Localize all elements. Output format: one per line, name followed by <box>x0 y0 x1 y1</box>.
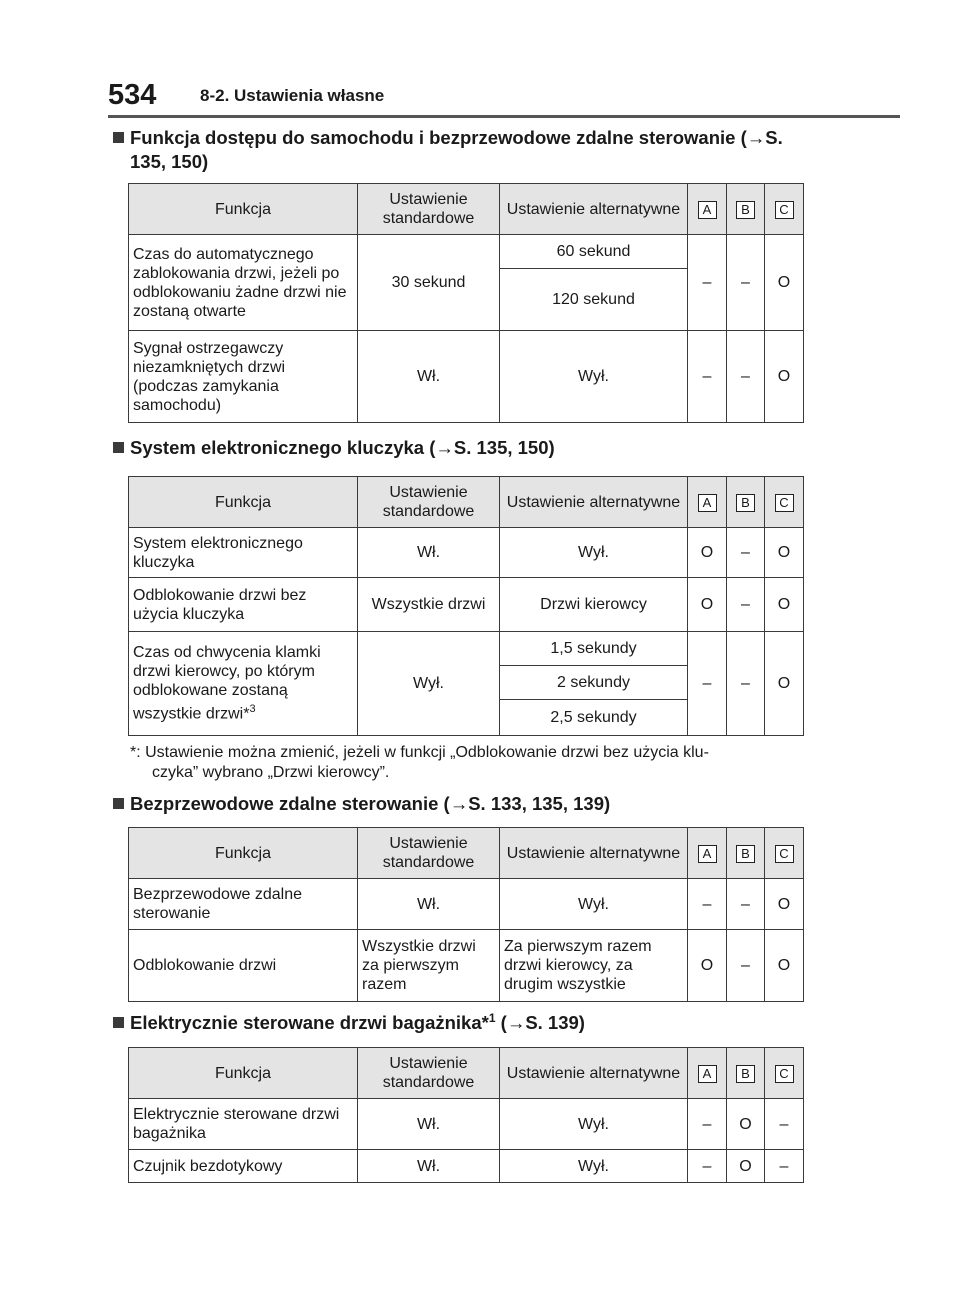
col-c <box>765 184 804 235</box>
col-c <box>765 828 804 879</box>
col-c <box>765 1048 804 1099</box>
table-header-row <box>129 828 804 879</box>
col-a <box>688 828 727 879</box>
cell-b: – <box>727 331 765 423</box>
cell-func: Bezprzewodowe zdalne sterowanie <box>129 879 358 930</box>
cell-func: Odblokowanie drzwi <box>129 930 358 1002</box>
cell-std: Wł. <box>358 1150 500 1183</box>
cell-std: Wszystkie drzwi <box>358 578 500 632</box>
col-b <box>727 184 765 235</box>
col-b <box>727 477 765 528</box>
table-row <box>129 235 804 269</box>
chapter-title: 8-2. Ustawienia własne <box>200 86 385 105</box>
section-title-smart-key: System elektronicznego kluczyka (→S. 135, 150) <box>130 436 555 460</box>
cell-alt: 1,5 sekundy <box>500 632 688 666</box>
table-remote <box>128 827 804 1002</box>
cell-alt: 60 sekund <box>500 235 688 269</box>
table-row <box>129 331 804 423</box>
cell-a: O <box>688 528 727 578</box>
cell-c: O <box>765 331 804 423</box>
square-bullet-icon <box>113 442 124 453</box>
section-title-remote: Bezprzewodowe zdalne sterowanie (→S. 133, 135, 139) <box>130 792 610 816</box>
cell-a: – <box>688 331 727 423</box>
cell-std: 30 sekund <box>358 235 500 331</box>
c-box-icon: C <box>775 201 794 219</box>
square-bullet-icon <box>113 798 124 809</box>
cell-std: Wł. <box>358 528 500 578</box>
table-tailgate <box>128 1047 804 1183</box>
cell-c: O <box>765 235 804 331</box>
a-box-icon: A <box>698 201 717 219</box>
table-row <box>129 1150 804 1183</box>
cell-func: Sygnał ostrzegawczy niezamkniętych drzwi (podczas zamykania samochodu) <box>129 331 358 423</box>
cell-c: O <box>765 632 804 736</box>
cell-alt: Wył. <box>500 879 688 930</box>
square-bullet-icon <box>113 132 124 143</box>
cell-func: Odblokowanie drzwi bez użycia kluczyka <box>129 578 358 632</box>
b-box-icon: B <box>736 201 755 219</box>
col-std: Ustawienie standardowe <box>358 477 500 528</box>
cell-b: – <box>727 879 765 930</box>
col-alt: Ustawienie alternatywne <box>500 184 688 235</box>
cell-a: – <box>688 1150 727 1183</box>
table-header-row <box>129 1048 804 1099</box>
cell-c: – <box>765 1150 804 1183</box>
a-box-icon: A <box>698 494 717 512</box>
cell-alt: Wył. <box>500 528 688 578</box>
cell-std: Wł. <box>358 879 500 930</box>
col-alt: Ustawienie alternatywne <box>500 1048 688 1099</box>
cell-b: O <box>727 1099 765 1150</box>
table-row <box>129 1099 804 1150</box>
cell-std: Wył. <box>358 632 500 736</box>
cell-a: – <box>688 235 727 331</box>
cell-c: O <box>765 528 804 578</box>
col-func: Funkcja <box>129 477 358 528</box>
cell-c: O <box>765 930 804 1002</box>
cell-c: – <box>765 1099 804 1150</box>
col-func: Funkcja <box>129 184 358 235</box>
cell-alt: Drzwi kierowcy <box>500 578 688 632</box>
col-func: Funkcja <box>129 1048 358 1099</box>
cell-b: – <box>727 632 765 736</box>
cell-b: – <box>727 930 765 1002</box>
col-c <box>765 477 804 528</box>
table-header-row <box>129 477 804 528</box>
table-row <box>129 930 804 1002</box>
table-row <box>129 879 804 930</box>
col-b <box>727 1048 765 1099</box>
cell-alt: Wył. <box>500 1150 688 1183</box>
b-box-icon: B <box>736 1065 755 1083</box>
table-row <box>129 528 804 578</box>
b-box-icon: B <box>736 494 755 512</box>
table-row <box>129 578 804 632</box>
cell-func: Czujnik bezdotykowy <box>129 1150 358 1183</box>
cell-func: Elektrycznie sterowane drzwi bagażnika <box>129 1099 358 1150</box>
cell-c: O <box>765 879 804 930</box>
col-alt: Ustawienie alternatywne <box>500 477 688 528</box>
col-std: Ustawienie standardowe <box>358 828 500 879</box>
cell-func: Czas do automatycznego zablokowania drzwi, jeżeli po odblokowaniu żadne drzwi nie zostaną otwarte <box>129 235 358 331</box>
cell-alt: 2 sekundy <box>500 666 688 700</box>
a-box-icon: A <box>698 1065 717 1083</box>
cell-func: Czas od chwycenia klamki drzwi kierowcy, po którym odblokowane zostaną wszystkie drzwi*$^3$ <box>129 632 358 736</box>
col-a <box>688 477 727 528</box>
col-b <box>727 828 765 879</box>
c-box-icon: C <box>775 494 794 512</box>
cell-alt: Wył. <box>500 1099 688 1150</box>
cell-b: – <box>727 528 765 578</box>
page-number: 534 <box>108 79 157 111</box>
table-header-row <box>129 184 804 235</box>
col-alt: Ustawienie alternatywne <box>500 828 688 879</box>
table-smart-key <box>128 476 804 736</box>
page-header <box>108 78 900 118</box>
cell-a: O <box>688 578 727 632</box>
table-door-access <box>128 183 804 423</box>
col-a <box>688 184 727 235</box>
cell-alt: Wył. <box>500 331 688 423</box>
c-box-icon: C <box>775 845 794 863</box>
col-std: Ustawienie standardowe <box>358 184 500 235</box>
square-bullet-icon <box>113 1017 124 1028</box>
cell-std: Wł. <box>358 331 500 423</box>
header-rule <box>108 115 900 118</box>
cell-a: – <box>688 632 727 736</box>
cell-b: – <box>727 235 765 331</box>
cell-alt: 2,5 sekundy <box>500 700 688 736</box>
footnote: *: Ustawienie można zmienić, jeżeli w funkcji „Odblokowanie drzwi bez użycia klu- czyka” wybrano „Drzwi kierowcy”. <box>130 744 709 781</box>
col-a <box>688 1048 727 1099</box>
section-title-tailgate: Elektrycznie sterowane drzwi bagażnika*$^1$ (→S. 139) <box>130 1011 585 1035</box>
col-std: Ustawienie standardowe <box>358 1048 500 1099</box>
cell-func: System elektronicznego kluczyka <box>129 528 358 578</box>
c-box-icon: C <box>775 1065 794 1083</box>
cell-b: O <box>727 1150 765 1183</box>
cell-a: O <box>688 930 727 1002</box>
cell-std: Wszystkie drzwi za pierwszym razem <box>358 930 500 1002</box>
col-func: Funkcja <box>129 828 358 879</box>
cell-std: Wł. <box>358 1099 500 1150</box>
cell-a: – <box>688 1099 727 1150</box>
table-row <box>129 632 804 666</box>
cell-b: – <box>727 578 765 632</box>
b-box-icon: B <box>736 845 755 863</box>
cell-alt: Za pierwszym razem drzwi kierowcy, za drugim wszystkie <box>500 930 688 1002</box>
cell-c: O <box>765 578 804 632</box>
a-box-icon: A <box>698 845 717 863</box>
cell-alt: 120 sekund <box>500 269 688 331</box>
cell-a: – <box>688 879 727 930</box>
section-title-door-access: Funkcja dostępu do samochodu i bezprzewodowe zdalne sterowanie (→S. 135, 150) <box>130 126 810 174</box>
